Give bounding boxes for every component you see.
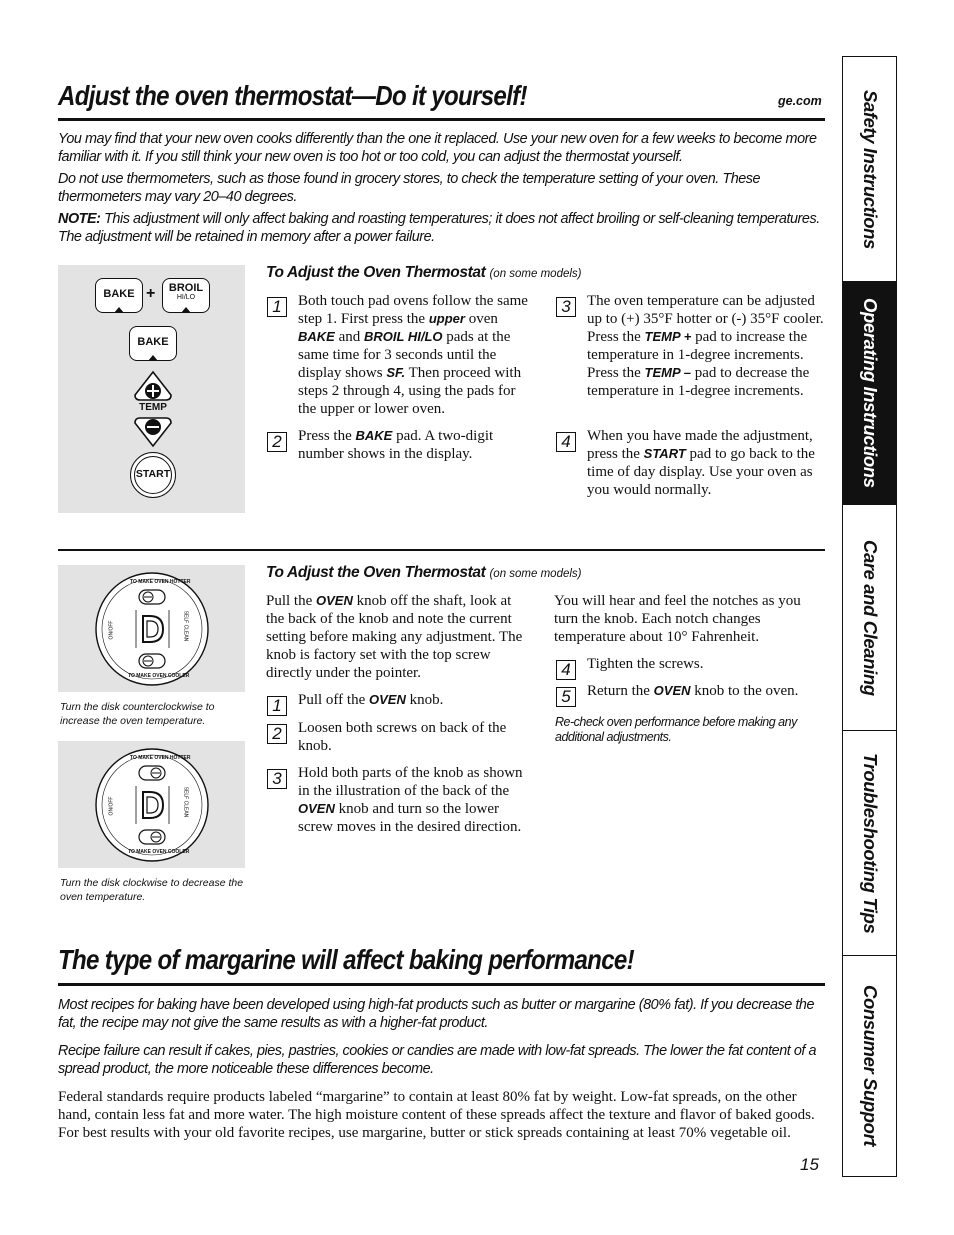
- margarine-rule: [58, 983, 825, 986]
- intro-text: [58, 130, 826, 250]
- tab-consumer-support[interactable]: Consumer Support: [860, 985, 881, 1147]
- intro-paragraph-2: Do not use thermometers, such as those found in grocery stores, to check the temperature setting of your oven. These thermometers may vary 20–40 degrees.: [58, 171, 761, 205]
- knob-right-text: SELF CLEAN: [182, 610, 189, 642]
- knob-top-text: TO MAKE OVEN HOTTER: [130, 755, 191, 761]
- section2-subtitle: To Adjust the Oven Thermostat (on some models): [266, 564, 582, 581]
- bake-pad-2-label: BAKE: [137, 336, 169, 348]
- knob-bottom-text: TO MAKE OVEN COOLER: [128, 673, 190, 679]
- section1-step-1: Both touch pad ovens follow the same step 1. First press the upper oven BAKE and BROIL HI/LO pads at the same time for 3 seconds until the display shows SF. Then proceed with steps 2 through 4, using the pads for the upper or lower oven.: [298, 293, 528, 417]
- section1-step-3: The oven temperature can be adjusted up to (+) 35°F hotter or (-) 35°F cooler. Press the TEMP + pad to increase the temperature in 1-degree increments. Press the TEMP – pad to decrease the temperature in 1-degree increments.: [587, 293, 824, 399]
- recheck-note: Re-check oven performance before making any additional adjustments.: [555, 715, 797, 744]
- section1-step-2: Press the BAKE pad. A two-digit number shows in the display.: [298, 428, 494, 462]
- bake-pad-2: [129, 326, 177, 361]
- tab-operating-instructions[interactable]: Operating Instructions: [843, 282, 897, 505]
- knob-right-text: SELF CLEAN: [182, 786, 189, 818]
- bake-pad: [95, 278, 143, 313]
- step-number: 1: [267, 297, 287, 317]
- section2-step-5: Return the OVEN knob to the oven.: [587, 683, 799, 699]
- step-number: 3: [556, 297, 576, 317]
- margarine-intro: [58, 996, 826, 1082]
- tab-troubleshooting-tips[interactable]: Troubleshooting Tips: [843, 731, 897, 956]
- page-title: Adjust the oven thermostat—Do it yourself!: [58, 80, 527, 111]
- knob-illustration-2: [58, 741, 245, 868]
- margarine-paragraph-3: Federal standards require products labeled “margarine” to contain at least 80% fat by weight. Low-fat spreads, on the other hand, contain less fat and more water. The high moisture content of these spreads affect the texture and flavor of baked goods. For best results with your old favorite recipes, use margarine, butter or stick spreads containing at least 70% vegetable oil.: [58, 1089, 815, 1141]
- site-link[interactable]: ge.com: [778, 94, 822, 108]
- bake-pad-label: BAKE: [103, 288, 135, 300]
- broil-pad-sublabel: HI/LO: [176, 294, 196, 301]
- tab-safety-instructions[interactable]: Safety Instructions: [843, 57, 897, 282]
- broil-pad-label: BROIL: [168, 282, 204, 294]
- section2-step-4: Tighten the screws.: [587, 656, 704, 672]
- knob-caption-2: Turn the disk clockwise to decrease the oven temperature.: [60, 877, 244, 903]
- section1-subtitle: To Adjust the Oven Thermostat (on some models): [266, 264, 582, 281]
- section2-step-3: Hold both parts of the knob as shown in the illustration of the back of the OVEN knob and turn so the lower screw moves in the desired direction.: [298, 765, 523, 835]
- step-number: 3: [267, 769, 287, 789]
- step-number: 2: [267, 724, 287, 744]
- step-number: 2: [267, 432, 287, 452]
- intro-paragraph-1: You may find that your new oven cooks differently than the one it replaced. Use your new oven for a few weeks to become more familiar with it. If you still think your new oven is too hot or too cold, you can adjust the thermostat yourself.: [58, 131, 817, 165]
- knob-bottom-text: TO MAKE OVEN COOLER: [128, 849, 190, 855]
- margarine-title: The type of margarine will affect baking performance!: [58, 944, 634, 975]
- section2-intro: Pull the OVEN knob off the shaft, look at the back of the knob and note the current setting before making any adjustment. The knob is factory set with the top screw directly under the pointer.: [266, 593, 523, 681]
- step-number: 1: [267, 696, 287, 716]
- step-number: 4: [556, 432, 576, 452]
- note-text: This adjustment will only affect baking and roasting temperatures; it does not affect broiling or self-cleaning temperatures. The adjustment will be retained in memory after a power failure.: [58, 211, 820, 245]
- plus-sign: +: [146, 285, 156, 302]
- start-pad: [130, 452, 176, 498]
- margarine-paragraph-1: Most recipes for baking have been developed using high-fat products such as butter or margarine (80% fat). If you decrease the fat, the recipe may not give the same results as with a higher-fat product.: [58, 997, 815, 1031]
- knob-left-text: ON/OFF: [108, 796, 115, 816]
- knob-left-text: ON/OFF: [108, 620, 115, 640]
- note-label: NOTE:: [58, 211, 101, 227]
- broil-pad: [162, 278, 210, 313]
- start-pad-label: START: [135, 468, 171, 480]
- title-rule: [58, 118, 825, 121]
- page-number: 15: [800, 1155, 819, 1174]
- step-number: 4: [556, 660, 576, 680]
- section2-step-2: Loosen both screws on back of the knob.: [298, 720, 507, 754]
- intro-note: [58, 210, 826, 246]
- knob-illustration-1: [58, 565, 245, 692]
- step-number: 5: [556, 687, 576, 707]
- section2-step-1: Pull off the OVEN knob.: [298, 692, 444, 708]
- touchpad-illustration: [58, 265, 245, 513]
- knob-caption-1: Turn the disk counterclockwise to increase the oven temperature.: [60, 701, 215, 727]
- tab-care-and-cleaning[interactable]: Care and Cleaning: [843, 505, 897, 731]
- section1-step-4: When you have made the adjustment, press the START pad to go back to the time of day display. Use your oven as you would normally.: [587, 428, 815, 498]
- margarine-paragraph-2: Recipe failure can result if cakes, pies, pastries, cookies or candies are made with low-fat spreads. The lower the fat content of a spread product, the more noticeable these differences become.: [58, 1043, 817, 1077]
- section2-right-intro: You will hear and feel the notches as you turn the knob. Each notch changes temperature about 10° Fahrenheit.: [554, 593, 801, 645]
- temp-pad-label: TEMP: [139, 402, 167, 413]
- knob-top-text: TO MAKE OVEN HOTTER: [130, 579, 191, 585]
- section-divider: [58, 549, 825, 551]
